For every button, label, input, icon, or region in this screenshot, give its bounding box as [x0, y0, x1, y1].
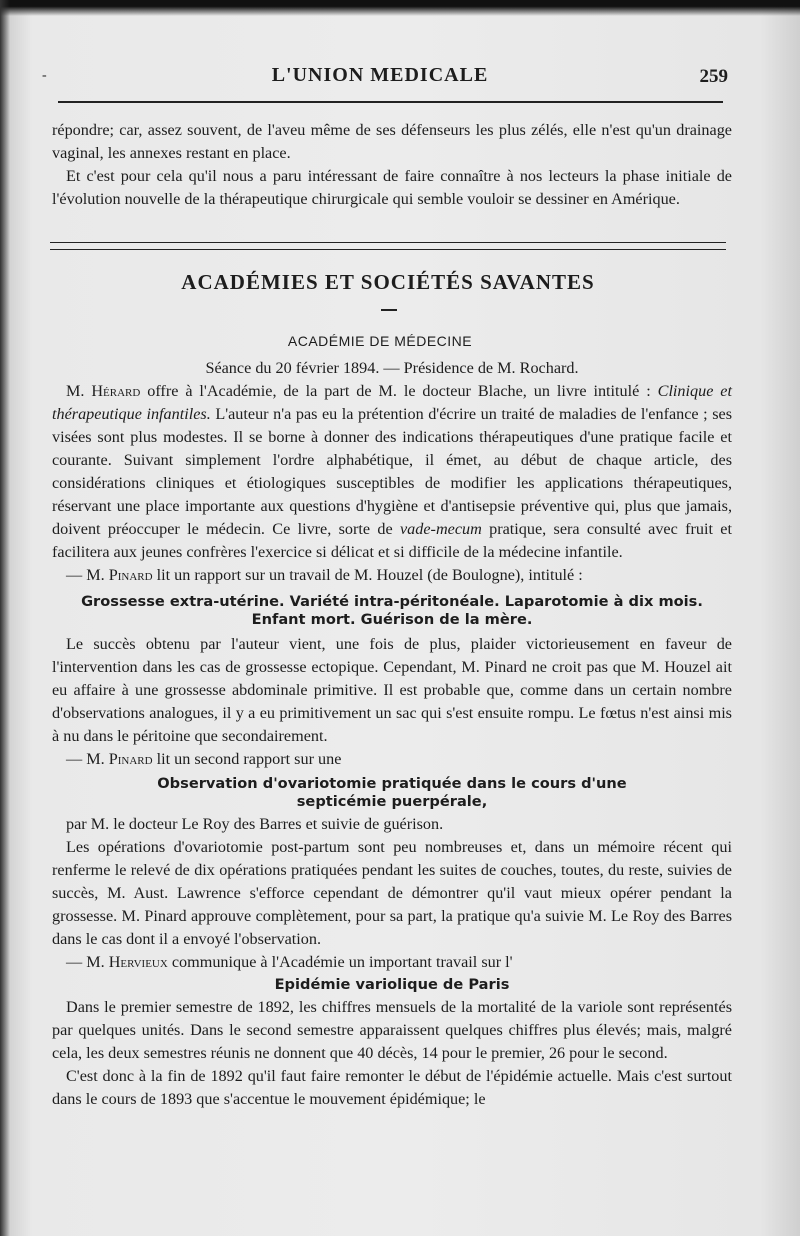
- scan-left-edge: [0, 0, 10, 1236]
- herard-paragraph: M. Hérard offre à l'Académie, de la part de M. le docteur Blache, un livre intitulé : Clinique et thérapeutique infantiles. L'auteur n'a pas eu la prétention d'écrire un traité de maladies de l'enfance ; ses visées sont plus modestes. Il se borne à donner des indications thérapeutiques d'une pratique facile et courante. Suivant simplement l'ordre alphabétique, il émet, au début de chaque article, des considérations cliniques et étiologiques susceptibles de modifier les applications thérapeutiques, réservant une place importante aux questions d'hygiène et d'antisepsie préventive qui, plus que jamais, doivent préoccuper le médecin. Ce livre, sorte de vade-mecum pratique, sera consulté avec fruit et facilitera aux jeunes confrères l'exercice si délicat et si difficile de la médecine infantile.: [52, 382, 732, 561]
- scan-top-edge: [0, 0, 800, 16]
- herard-name: M. Hérard: [66, 382, 141, 400]
- header-mark: -: [42, 68, 47, 83]
- ovariotomy-title: Observation d'ovariotomie pratiquée dans le cours d'une septicémie puerpérale,: [157, 775, 627, 810]
- intro-paragraph-2: Et c'est pour cela qu'il nous a paru intéressant de faire connaître à nos lecteurs la phase initiale de l'évolution nouvelle de la thérapeutique chirurgicale qui semble vouloir se dessiner en Amérique.: [52, 167, 732, 208]
- session-line: Séance du 20 février 1894. — Présidence de M. Rochard.: [205, 359, 579, 377]
- running-header: [0, 60, 800, 94]
- main-body: [52, 357, 732, 1111]
- pinard-report-2: — M. Pinard lit un second rapport sur une: [66, 750, 342, 768]
- houzel-paragraph: Le succès obtenu par l'auteur vient, une fois de plus, plaider victorieusement en faveur de l'intervention dans les cas de grossesse ectopique. Cependant, M. Pinard ne croit pas que M. Houzel ait eu affaire à une grossesse abdominale primitive. Il est probable que, comme dans un certain nombre d'observations analogues, il y a eu primitivement un sac qui s'est ensuite rompu. Le fœtus n'est ainsi mis à nu dans le péritoine que secondairement.: [52, 635, 732, 745]
- section-title: ACADÉMIES ET SOCIÉTÉS SAVANTES: [181, 270, 595, 294]
- variola-paragraph-1: Dans le premier semestre de 1892, les chiffres mensuels de la mortalité de la variole sont représentés par quelques unités. Dans le second semestre apparaissent quelques chiffres plus élevés; mais, malgré cela, les deux semestres réunis ne donnent que 40 décès, 14 pour le premier, 26 pour le second.: [52, 998, 732, 1062]
- title-dash: [381, 309, 397, 311]
- variola-paragraph-2: C'est donc à la fin de 1892 qu'il faut faire remonter le début de l'épidémie actuelle. Mais c'est surtout dans le cours de 1893 que s'accentue le mouvement épidémique; le: [52, 1067, 732, 1108]
- intro-paragraph-1: répondre; car, assez souvent, de l'aveu même de ses défenseurs les plus zélés, elle n'est qu'un drainage vaginal, les annexes restant en place.: [52, 121, 732, 162]
- journal-title: L'UNION MEDICALE: [271, 64, 489, 86]
- variola-title: Epidémie variolique de Paris: [274, 976, 510, 993]
- book-title: Clinique et thérapeutique infantiles.: [52, 382, 732, 423]
- page-number: 259: [699, 66, 728, 87]
- houzel-title: Grossesse extra-utérine. Variété intra-péritonéale. Laparotomie à dix mois. Enfant mort. Guérison de la mère.: [81, 593, 703, 628]
- header-rule: [58, 101, 723, 103]
- subsection-title: ACADÉMIE DE MÉDECINE: [287, 333, 473, 349]
- pinard-report-1: — M. Pinard lit un rapport sur un travail de M. Houzel (de Boulogne), intitulé :: [66, 566, 583, 584]
- intro-text: [52, 119, 732, 211]
- ovariotomy-paragraph: Les opérations d'ovariotomie post-partum sont peu nombreuses et, dans un mémoire récent qui renferme le relevé de dix opérations pratiquées pendant les suites de couches, toutes, du reste, suivies de succès, M. Aust. Lawrence s'efforce cependant de démontrer qu'il vaut mieux opérer pendant la grossesse. M. Pinard approuve complètement, pour sa part, la pratique qu'a suivie M. Le Roy des Barres dans le cas dont il a envoyé l'observation.: [52, 838, 732, 948]
- leroy-line: par M. le docteur Le Roy des Barres et suivie de guérison.: [66, 815, 444, 833]
- section-double-rule: [50, 242, 726, 250]
- hervieux-line: — M. Hervieux communique à l'Académie un important travail sur l': [66, 953, 513, 971]
